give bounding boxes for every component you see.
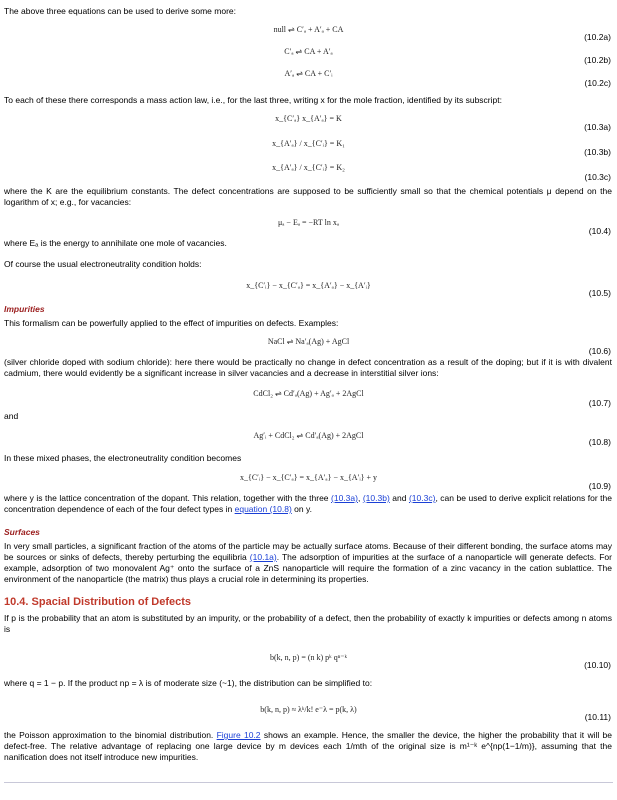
equation-formula: μₐ − Eₐ = −RT ln xₐ [277,218,340,227]
equation-10-8 [0,430,617,447]
equation-formula: Ag′ᵢ + CdCl₂ ⇌ Cd′ₐ(Ag) + 2AgCl [253,431,364,440]
intro-text: The above three equations can be used to derive some more: [4,6,237,16]
equation-10-3a [0,113,617,132]
text-run: and [389,493,409,503]
equation-number: (10.5) [588,288,611,298]
q-text: where q = 1 − p. If the product np = λ is of moderate size (~1), the distribution can be simplified to: [4,678,373,688]
equation-number: (10.11) [584,712,611,722]
equation-number: (10.2c) [584,78,611,88]
energy-text: where Eₐ is the energy to annihilate one mole of vacancies. [4,238,227,248]
equation-10-6 [0,336,617,356]
equation-10-9 [0,472,617,491]
equation-number: (10.9) [588,481,611,491]
equation-10-7 [0,388,617,408]
equation-number: (10.8) [588,437,611,447]
equation-number: (10.2b) [584,55,611,65]
equation-formula: C′ₐ ⇌ CA + A′ₐ [284,47,333,56]
equation-10-11 [0,704,617,722]
equation-10-10 [0,652,617,670]
impurities-heading: Impurities [4,304,45,314]
equation-10-3c [0,162,617,182]
equation-10-2c [0,68,617,88]
equation-number: (10.2a) [584,32,611,42]
equation-formula: b(k, n, p) ≈ λᵏ/k! e⁻λ = p(k, λ) [260,705,357,714]
bottom-divider [4,782,613,783]
link-eq-10-3c[interactable]: (10.3c) [408,493,436,503]
surfaces-heading: Surfaces [4,527,40,537]
equation-10-4 [0,217,617,236]
equation-10-5 [0,280,617,298]
neutrality-text: Of course the usual electroneutrality condition holds: [4,259,202,269]
section-heading: 10.4. Spacial Distribution of Defects [4,596,192,608]
text-run: In very small particles, a significant fraction of the atoms of the particle may be actually surface atoms. Because of their different bonding, the surface atoms may be sources or sinks of defects, thereby perturbing the equilibria [4,541,612,562]
and-text: and [4,411,19,421]
link-figure-10-2[interactable]: Figure 10.2 [216,730,261,740]
equation-number: (10.10) [584,660,611,670]
mass-action-text: To each of these there corresponds a mass action law, i.e., for the last three, writing x for the mole fraction, identified by its subscript: [4,95,502,105]
equation-number: (10.3c) [584,172,611,182]
link-eq-10-1a[interactable]: (10.1a) [249,552,277,562]
surfaces-paragraph [4,541,612,585]
link-eq-10-8[interactable]: equation (10.8) [234,504,292,514]
link-eq-10-3a[interactable]: (10.3a) [331,493,358,503]
equation-formula: x_{C′ᵢ} − x_{C′ₐ} = x_{A′ₐ} − x_{A′ᵢ} + y [240,473,377,482]
text-run: , can be used to derive explicit relations for the concentration dependence of each of the four defect types in [4,493,612,514]
text-run: on y. [291,504,312,514]
equation-number: (10.6) [588,346,611,356]
text-run: the Poisson approximation to the binomial distribution. [4,730,217,740]
equation-formula: NaCl ⇌ Na′ₐ(Ag) + AgCl [267,337,350,346]
equation-formula: x_{C′ᵢ} − x_{C′ₐ} = x_{A′ₐ} − x_{A′ᵢ} [246,281,371,290]
equation-formula: x_{A′ₐ} / x_{C′ᵢ} = K₁ [272,139,345,148]
text-run: where y is the lattice concentration of the dopant. This relation, together with the three [4,493,332,503]
text-run: , [357,493,363,503]
equation-formula: null ⇌ C′ₐ + A′ₐ + CA [273,25,344,34]
equation-formula: x_{A′ₐ} / x_{C′ᵢ} = K₂ [272,163,345,172]
equilibrium-text: where the K are the equilibrium constants. The defect concentrations are supposed to be sufficiently small so that the chemical potentials μ depend on the logarithm of x; e.g., for vacancies: [4,186,612,207]
link-eq-10-3b[interactable]: (10.3b) [362,493,390,503]
impurities-text: This formalism can be powerfully applied to the effect of impurities on defects. Examples: [4,318,339,328]
mixed-text: In these mixed phases, the electroneutrality condition becomes [4,453,242,463]
equation-formula: b(k, n, p) = (n k) pᵏ qⁿ⁻ᵏ [270,653,347,662]
equation-number: (10.7) [588,398,611,408]
text-run: . The adsorption of impurities at the surface of a nanoparticle will generate defects. For example, adsorption of two monovalent Ag⁺ onto the surface of a ZnS nanoparticle will require the formation of a zinc vacancy in the cation sublattice. The environment of the nanoparticle (the matrix) thus plays a crucial role in determining its properties. [4,552,612,584]
silver-text: (silver chloride doped with sodium chloride): here there would be practically no change in defect concentration as a result of the doping; but if it is with divalent cadmium, there would evidently be a significant increase in silver vacancies and a decrease in interstitial silver ions: [4,357,612,378]
equation-number: (10.4) [588,226,611,236]
poisson-paragraph [4,730,612,763]
equation-number: (10.3a) [584,122,611,132]
equation-number: (10.3b) [584,147,611,157]
equation-formula: A′ₐ ⇌ CA + C′ᵢ [284,69,333,78]
text-run: shows an example. Hence, the smaller the device, the higher the probability that it will be defect-free. The relative advantage of replacing one large device by m devices each 1/mth of the original size is m¹⁻ᵏ e^{np(1−1/m)}, assuming that the nanification does not itself introduce new impurities. [4,730,613,762]
equation-10-2b [0,46,617,65]
spacial-text: If p is the probability that an atom is substituted by an impurity, or the probability of a defect, then the probability of exactly k impurities or defects among n atoms is [4,613,612,634]
equation-formula: CdCl₂ ⇌ Cd′ₐ(Ag) + Ag′ₐ + 2AgCl [253,389,364,398]
equation-10-3b [0,138,617,157]
equation-formula: x_{C′ₐ} x_{A′ₐ} = K [275,114,342,123]
equation-10-2a [0,24,617,42]
dopant-paragraph [4,493,612,515]
